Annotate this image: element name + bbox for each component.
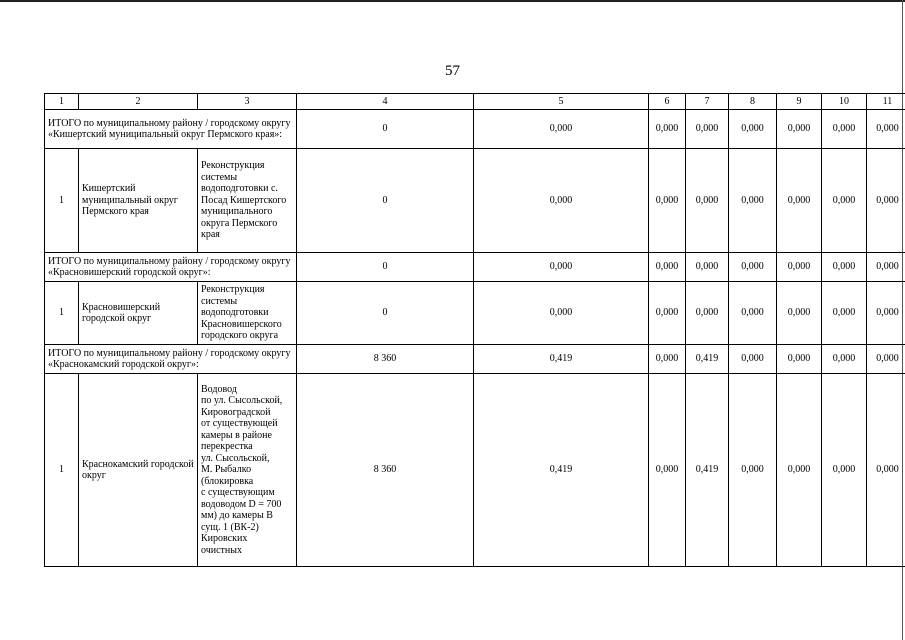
object-line: Кировских bbox=[201, 533, 248, 545]
total-label: ИТОГО по муниципальному району / городскому округу «Краснокамский городской округ»: bbox=[45, 345, 297, 374]
object-line: от существующей bbox=[201, 418, 278, 430]
cell-col8: 0,000 bbox=[729, 253, 777, 282]
object-line: очистных bbox=[201, 544, 243, 556]
cell-col5: 0,000 bbox=[474, 282, 649, 345]
object-description: Реконструкция системы водоподготовки с. Посад Кишертского муниципального округа Пермского края bbox=[198, 149, 297, 253]
cell-col11: 0,000 bbox=[867, 110, 905, 149]
top-border-line bbox=[0, 0, 905, 2]
object-line: М. Рыбалко bbox=[201, 464, 252, 476]
cell-col4: 8 360 bbox=[297, 374, 474, 567]
header-cell: 9 bbox=[777, 94, 822, 110]
cell-col11: 0,000 bbox=[867, 253, 905, 282]
cell-col9: 0,000 bbox=[777, 282, 822, 345]
item-row bbox=[45, 282, 905, 345]
cell-col6: 0,000 bbox=[649, 149, 686, 253]
object-line: камеры в районе bbox=[201, 429, 272, 441]
cell-col11: 0,000 bbox=[867, 345, 905, 374]
total-label: ИТОГО по муниципальному району / городскому округу «Красновишерский городской округ»: bbox=[45, 253, 297, 282]
cell-col4: 0 bbox=[297, 282, 474, 345]
cell-col11: 0,000 bbox=[867, 149, 905, 253]
cell-col10: 0,000 bbox=[822, 345, 867, 374]
cell-col5: 0,000 bbox=[474, 149, 649, 253]
object-line: Водовод bbox=[201, 383, 237, 395]
total-row bbox=[45, 253, 905, 282]
cell-col6: 0,000 bbox=[649, 253, 686, 282]
cell-col10: 0,000 bbox=[822, 374, 867, 567]
cell-col6: 0,000 bbox=[649, 374, 686, 567]
header-cell: 4 bbox=[297, 94, 474, 110]
item-number: 1 bbox=[45, 149, 79, 253]
cell-col4: 8 360 bbox=[297, 345, 474, 374]
header-cell: 6 bbox=[649, 94, 686, 110]
object-line: перекрестка bbox=[201, 441, 253, 453]
cell-col7: 0,000 bbox=[686, 282, 729, 345]
cell-col8: 0,000 bbox=[729, 149, 777, 253]
total-label: ИТОГО по муниципальному району / городскому округу «Кишертский муниципальный округ Пермского края»: bbox=[45, 110, 297, 149]
header-row bbox=[45, 94, 905, 110]
cell-col8: 0,000 bbox=[729, 110, 777, 149]
cell-col5: 0,419 bbox=[474, 374, 649, 567]
municipality-name: Кишертский муниципальный округ Пермского края bbox=[79, 149, 198, 253]
object-line: (блокировка bbox=[201, 475, 254, 487]
cell-col7: 0,419 bbox=[686, 345, 729, 374]
cell-col9: 0,000 bbox=[777, 149, 822, 253]
item-row bbox=[45, 149, 905, 253]
cell-col7: 0,000 bbox=[686, 149, 729, 253]
header-cell: 10 bbox=[822, 94, 867, 110]
object-line: по ул. Сысольской, bbox=[201, 395, 283, 407]
object-line: водоводом D = 700 bbox=[201, 498, 282, 510]
cell-col7: 0,000 bbox=[686, 110, 729, 149]
cell-col10: 0,000 bbox=[822, 282, 867, 345]
cell-col8: 0,000 bbox=[729, 282, 777, 345]
cell-col11: 0,000 bbox=[867, 374, 905, 567]
cell-col11: 0,000 bbox=[867, 282, 905, 345]
cell-col5: 0,000 bbox=[474, 253, 649, 282]
item-number: 1 bbox=[45, 374, 79, 567]
header-cell: 3 bbox=[198, 94, 297, 110]
cell-col6: 0,000 bbox=[649, 110, 686, 149]
cell-col9: 0,000 bbox=[777, 110, 822, 149]
cell-col8: 0,000 bbox=[729, 345, 777, 374]
object-line: Кировоградской bbox=[201, 406, 271, 418]
total-row bbox=[45, 345, 905, 374]
cell-col7: 0,000 bbox=[686, 253, 729, 282]
budget-table bbox=[44, 93, 905, 567]
cell-col4: 0 bbox=[297, 149, 474, 253]
total-row bbox=[45, 110, 905, 149]
cell-col5: 0,000 bbox=[474, 110, 649, 149]
cell-col9: 0,000 bbox=[777, 253, 822, 282]
municipality-name: Краснокамский городской округ bbox=[79, 374, 198, 567]
cell-col6: 0,000 bbox=[649, 345, 686, 374]
cell-col7: 0,419 bbox=[686, 374, 729, 567]
cell-col6: 0,000 bbox=[649, 282, 686, 345]
object-line: ул. Сысольской, bbox=[201, 452, 270, 464]
item-row bbox=[45, 374, 905, 567]
cell-col8: 0,000 bbox=[729, 374, 777, 567]
cell-col5: 0,419 bbox=[474, 345, 649, 374]
page-number: 57 bbox=[445, 63, 460, 79]
cell-col10: 0,000 bbox=[822, 253, 867, 282]
header-cell: 11 bbox=[867, 94, 905, 110]
header-cell: 1 bbox=[45, 94, 79, 110]
cell-col4: 0 bbox=[297, 253, 474, 282]
object-line: с существующим bbox=[201, 487, 275, 499]
header-cell: 2 bbox=[79, 94, 198, 110]
cell-col9: 0,000 bbox=[777, 374, 822, 567]
cell-col9: 0,000 bbox=[777, 345, 822, 374]
header-cell: 8 bbox=[729, 94, 777, 110]
object-description bbox=[198, 374, 297, 567]
header-cell: 5 bbox=[474, 94, 649, 110]
municipality-name: Красновишерский городской округ bbox=[79, 282, 198, 345]
cell-col10: 0,000 bbox=[822, 149, 867, 253]
object-line: сущ. 1 (ВК-2) bbox=[201, 521, 259, 533]
object-line: мм) до камеры В bbox=[201, 510, 273, 522]
item-number: 1 bbox=[45, 282, 79, 345]
cell-col10: 0,000 bbox=[822, 110, 867, 149]
cell-col4: 0 bbox=[297, 110, 474, 149]
object-description: Реконструкция системы водоподготовки Красновишерского городского округа bbox=[198, 282, 297, 345]
header-cell: 7 bbox=[686, 94, 729, 110]
